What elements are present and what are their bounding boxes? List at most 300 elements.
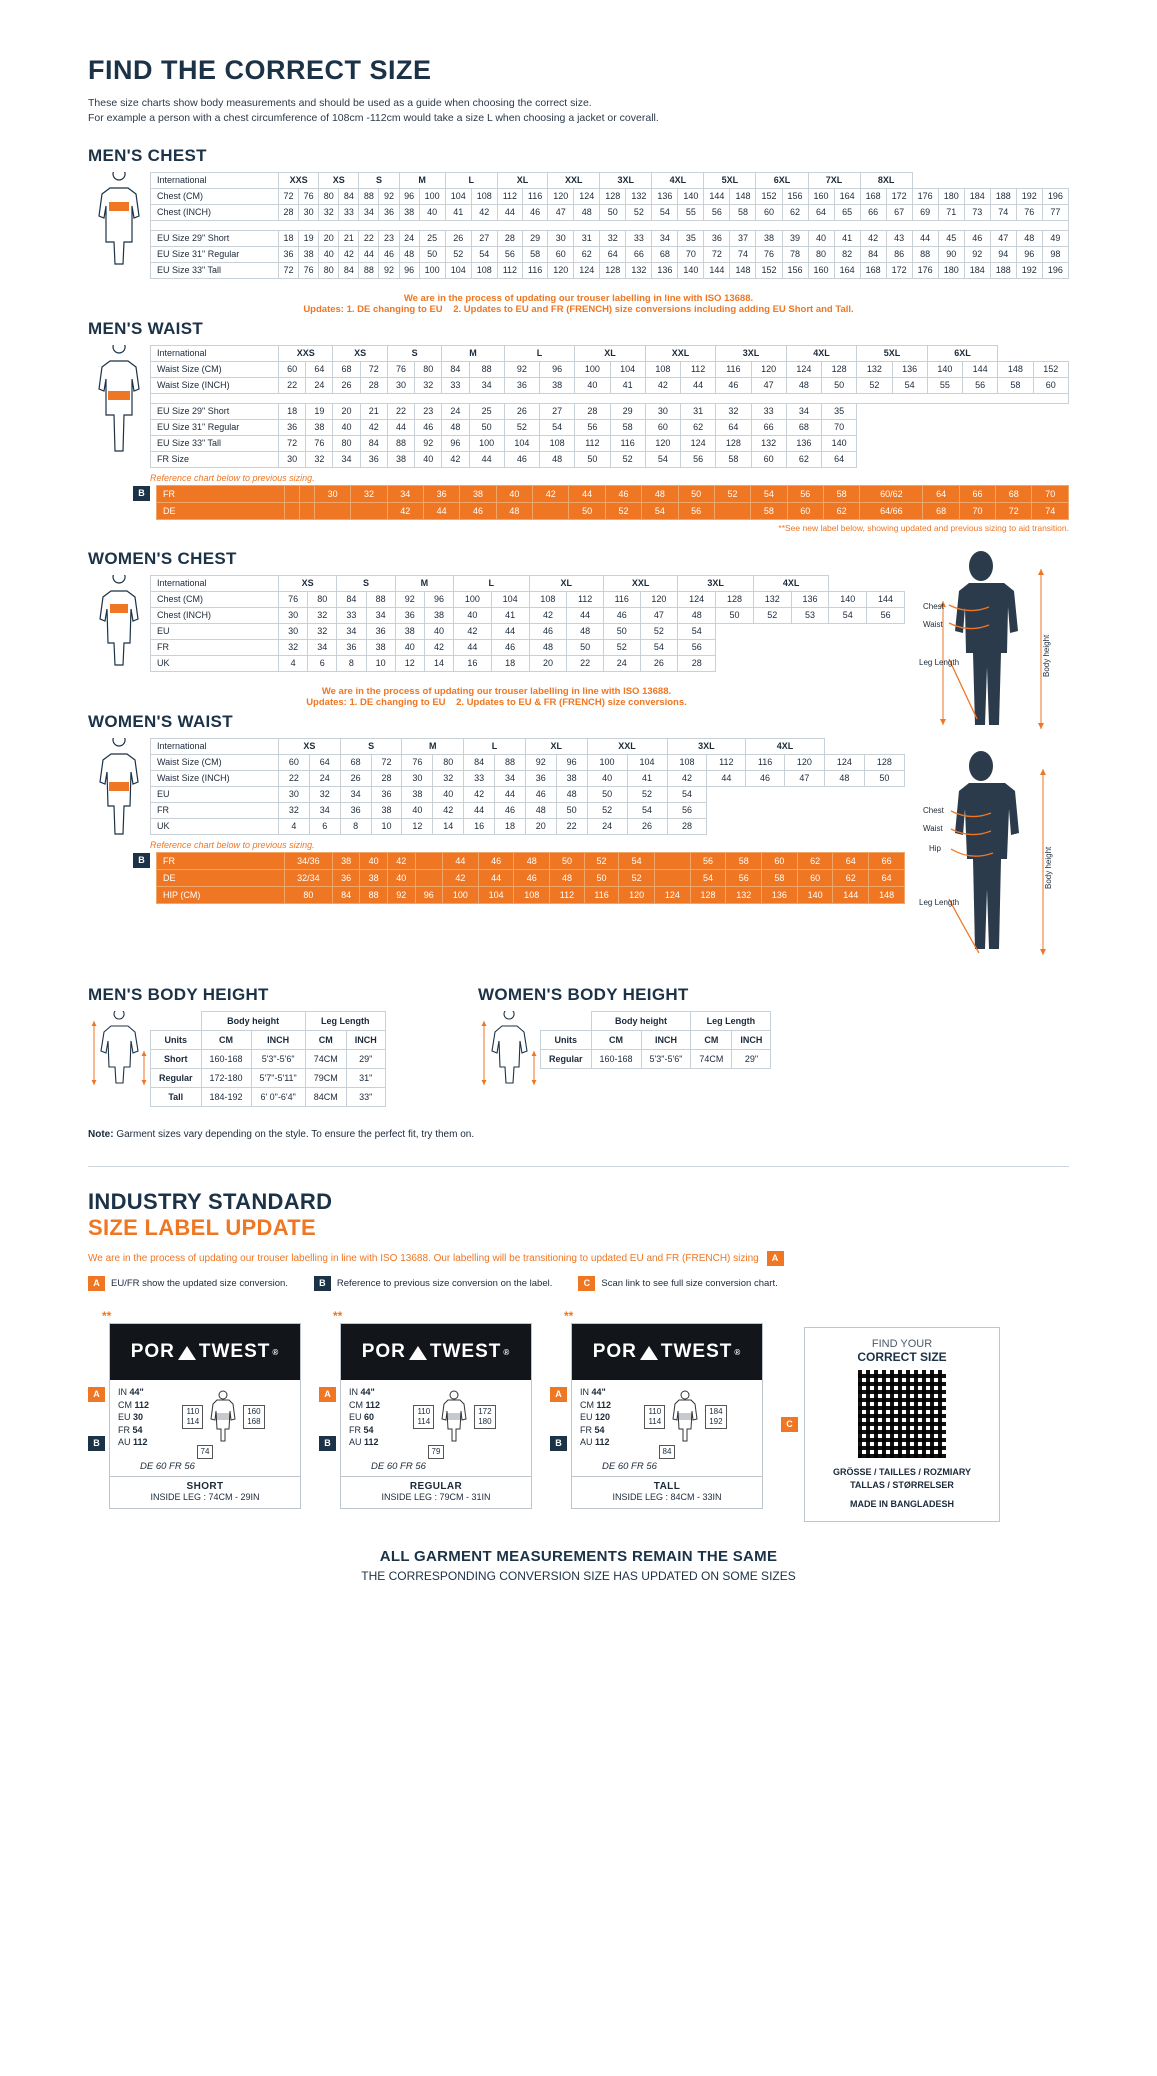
measure-row <box>580 1424 611 1437</box>
table-cell: 66 <box>860 205 886 221</box>
qr-foot-1: GRÖSSE / TAILLES / ROZMIARY <box>832 1467 971 1477</box>
measure-value: 54 <box>594 1424 605 1435</box>
table-cell: 96 <box>540 362 575 378</box>
womens-waist-title: WOMEN'S WAIST <box>88 712 233 731</box>
label-footer <box>341 1476 531 1508</box>
table-cell: 54 <box>678 624 716 640</box>
table-cell: 52 <box>504 420 539 436</box>
table-cell: 38 <box>360 870 388 887</box>
row-label: FR <box>157 486 285 503</box>
label-figure <box>617 1386 754 1449</box>
table-cell: 60 <box>645 420 680 436</box>
height-range-box: 160 168 <box>243 1405 264 1429</box>
table-cell: 46 <box>495 803 526 819</box>
female-height-icon <box>478 1011 540 1094</box>
label-brand-bar <box>110 1324 300 1380</box>
table-cell: 76 <box>306 436 333 452</box>
table-cell <box>299 486 314 503</box>
column-header: L <box>454 576 530 592</box>
table-cell: 54 <box>751 486 787 503</box>
measure-value: 44" <box>591 1387 606 1397</box>
table-cell: 44 <box>469 452 504 468</box>
table-header-row <box>151 173 1069 189</box>
column-header: 3XL <box>678 576 754 592</box>
table-cell: 46 <box>415 420 442 436</box>
row-label: Tall <box>151 1088 202 1107</box>
table-cell: 36 <box>366 624 395 640</box>
table-cell <box>655 870 691 887</box>
table-cell: 40 <box>360 853 388 870</box>
table-cell: 96 <box>415 887 443 904</box>
table-cell: 80 <box>319 189 339 205</box>
table-cell: 42 <box>387 503 423 520</box>
table-cell: 108 <box>514 887 550 904</box>
table-cell: 38 <box>540 378 575 394</box>
table-cell: 28 <box>279 205 299 221</box>
table-cell: 104 <box>445 263 471 279</box>
table-cell: 54 <box>652 205 678 221</box>
table-cell: 144 <box>867 592 905 608</box>
table-cell: 46 <box>529 624 567 640</box>
table-cell: 124 <box>574 189 600 205</box>
table-cell: 124 <box>681 436 716 452</box>
table-cell: 60 <box>751 452 786 468</box>
table-cell: 23 <box>379 231 399 247</box>
table-cell: 78 <box>782 247 808 263</box>
table-cell: 32 <box>279 803 310 819</box>
table-cell: 5'3"-5'6" <box>641 1050 691 1069</box>
table-cell: 10 <box>366 656 395 672</box>
group-header <box>541 1012 592 1031</box>
table-cell: 44 <box>443 853 479 870</box>
label-card-box <box>571 1323 763 1509</box>
figure-icon <box>206 1389 240 1445</box>
table-cell <box>533 503 569 520</box>
table-cell <box>299 503 314 520</box>
table-cell: 72 <box>279 436 306 452</box>
table-cell: 26 <box>627 819 667 835</box>
table-cell: 116 <box>746 755 785 771</box>
fit-note-label: Note: <box>88 1129 114 1140</box>
measure-value: 112 <box>133 1437 148 1447</box>
table-cell: 100 <box>469 436 504 452</box>
table-cell: 12 <box>402 819 433 835</box>
table-cell: 58 <box>762 870 798 887</box>
legend-tag: A <box>88 1276 105 1291</box>
table-cell: 48 <box>399 247 419 263</box>
table-cell: 172 <box>886 263 912 279</box>
table-cell: 58 <box>823 486 859 503</box>
table-cell: 36 <box>504 378 539 394</box>
table-cell: 180 <box>938 189 964 205</box>
table-cell: 8 <box>337 656 366 672</box>
table-cell: 50 <box>550 853 585 870</box>
male-torso-icon <box>88 172 150 275</box>
mountain-icon <box>409 1346 427 1360</box>
table-cell: 12 <box>395 656 424 672</box>
table-cell: 112 <box>497 263 522 279</box>
table-cell: 37 <box>730 231 756 247</box>
table-cell: 44 <box>567 608 604 624</box>
svg-text:Body height: Body height <box>1042 634 1051 677</box>
table-row <box>541 1050 771 1069</box>
table-cell: 160-168 <box>591 1050 641 1069</box>
table-cell: 50 <box>569 503 605 520</box>
table-cell: 32 <box>415 378 442 394</box>
table-cell: 50 <box>575 452 610 468</box>
table-cell: 144 <box>704 189 730 205</box>
measure-list <box>349 1386 380 1449</box>
group-header: Leg Length <box>691 1012 771 1031</box>
table-cell: 73 <box>964 205 990 221</box>
table-cell: 38 <box>460 486 496 503</box>
measure-row <box>580 1436 611 1449</box>
row-label: Regular <box>541 1050 592 1069</box>
mens-waist-b-tag: B <box>133 486 150 501</box>
womens-chest-block <box>88 575 905 676</box>
table-row <box>151 803 905 819</box>
table-cell: 54 <box>642 503 678 520</box>
row-label: Chest (INCH) <box>151 205 279 221</box>
table-cell: 160 <box>808 189 834 205</box>
table-cell: 196 <box>1042 263 1068 279</box>
table-cell: 30 <box>402 771 433 787</box>
table-cell: 52 <box>610 452 645 468</box>
industry-title-2: SIZE LABEL UPDATE <box>88 1215 316 1240</box>
table-cell: 74CM <box>305 1050 346 1069</box>
table-cell: 128 <box>716 592 754 608</box>
table-cell: 70 <box>959 503 995 520</box>
table-cell: 79CM <box>305 1069 346 1088</box>
industry-update-line <box>88 1251 1069 1266</box>
measure-value: 112 <box>595 1437 610 1447</box>
table-cell: 34 <box>495 771 526 787</box>
table-cell: 184 <box>964 189 990 205</box>
table-cell: 31 <box>681 404 716 420</box>
column-header: INCH <box>732 1031 771 1050</box>
table-cell: 136 <box>652 189 678 205</box>
table-cell: 54 <box>829 608 867 624</box>
label-stars: ** <box>333 1309 343 1323</box>
table-cell: 48 <box>529 640 567 656</box>
legend-row <box>88 1276 1069 1291</box>
table-cell: 58 <box>610 420 645 436</box>
table-cell: 50 <box>419 247 445 263</box>
womens-waist-update-1: 1. DE changing to EU <box>349 697 446 708</box>
table-cell: 152 <box>756 263 782 279</box>
table-cell: 64 <box>600 247 626 263</box>
table-cell: 38 <box>387 452 414 468</box>
table-cell: 96 <box>424 592 453 608</box>
table-cell: 50 <box>600 205 626 221</box>
table-spacer-row <box>151 394 1069 404</box>
womens-waist-block <box>88 738 905 852</box>
table-cell: 30 <box>299 205 319 221</box>
table-cell: 104 <box>478 887 514 904</box>
qr-code-icon[interactable] <box>858 1370 946 1458</box>
table-cell: 120 <box>619 887 655 904</box>
womens-chest-title: WOMEN'S CHEST <box>88 549 237 568</box>
table-cell: 172-180 <box>201 1069 251 1088</box>
measure-row <box>118 1386 149 1399</box>
size-label-example <box>319 1309 532 1509</box>
table-cell: 42 <box>645 378 680 394</box>
table-cell: 148 <box>998 362 1033 378</box>
table-cell: 31 <box>574 231 600 247</box>
table-cell: 56 <box>704 205 730 221</box>
fit-name: SHORT <box>186 1480 224 1492</box>
table-cell: 92 <box>379 263 399 279</box>
table-cell: 58 <box>998 378 1033 394</box>
table-cell <box>415 870 443 887</box>
table-cell: 80 <box>433 755 464 771</box>
table-cell <box>314 503 350 520</box>
legend-text: Reference to previous size conversion on the label. <box>336 1278 553 1289</box>
table-cell: 52 <box>627 787 667 803</box>
table-cell: 80 <box>415 362 442 378</box>
table-cell: 72 <box>279 263 299 279</box>
qr-card[interactable] <box>804 1327 1000 1522</box>
table-cell: 140 <box>797 887 833 904</box>
table-cell: 56 <box>690 853 726 870</box>
previous-size-row <box>157 887 905 904</box>
fit-name: REGULAR <box>409 1480 463 1492</box>
table-cell: 42 <box>860 231 886 247</box>
table-cell: 26 <box>504 404 539 420</box>
table-cell: 42 <box>454 624 492 640</box>
measure-value: 44" <box>129 1387 144 1397</box>
inside-leg-text: INSIDE LEG : 84CM - 33IN <box>612 1491 722 1502</box>
table-cell: 48 <box>574 205 600 221</box>
table-cell: 140 <box>678 263 704 279</box>
table-cell: 64 <box>309 755 340 771</box>
table-cell: 120 <box>548 189 574 205</box>
table-row <box>151 263 1069 279</box>
mens-chest-table <box>150 172 1069 279</box>
table-cell: 136 <box>791 592 829 608</box>
table-cell: 80 <box>808 247 834 263</box>
table-cell: 69 <box>912 205 938 221</box>
womens-waist-table <box>150 738 905 835</box>
table-cell: 40 <box>319 247 339 263</box>
table-cell: 92 <box>415 436 442 452</box>
measure-key: EU <box>580 1412 593 1422</box>
table-cell: 92 <box>525 755 556 771</box>
measure-row <box>349 1386 380 1399</box>
column-header: 3XL <box>716 346 787 362</box>
table-cell: 71 <box>938 205 964 221</box>
table-cell: 46 <box>746 771 785 787</box>
table-cell: 104 <box>445 189 471 205</box>
table-cell: 62 <box>681 420 716 436</box>
measure-row <box>349 1411 380 1424</box>
table-cell: 47 <box>751 378 786 394</box>
table-cell: 188 <box>990 189 1016 205</box>
table-cell <box>285 486 300 503</box>
table-cell: 48 <box>1016 231 1042 247</box>
table-cell: 40 <box>395 640 424 656</box>
table-cell: 6' 0"-6'4" <box>251 1088 305 1107</box>
table-cell: 84 <box>332 887 360 904</box>
measure-row <box>118 1436 149 1449</box>
table-cell: 156 <box>782 263 808 279</box>
table-cell: 60 <box>279 755 310 771</box>
table-cell: 70 <box>678 247 704 263</box>
table-group-header-row <box>151 1012 386 1031</box>
table-cell: 58 <box>716 452 751 468</box>
table-cell: 40 <box>333 420 360 436</box>
table-cell: 184 <box>964 263 990 279</box>
table-cell: 128 <box>822 362 857 378</box>
table-cell: 45 <box>938 231 964 247</box>
label-measurements <box>110 1380 300 1451</box>
column-header: 3XL <box>667 739 746 755</box>
industry-title-1: INDUSTRY STANDARD <box>88 1189 333 1214</box>
table-cell: 30 <box>645 404 680 420</box>
table-cell: 48 <box>642 486 678 503</box>
table-cell: 60 <box>1033 378 1068 394</box>
table-cell: 52 <box>584 853 619 870</box>
table-row <box>151 452 1069 468</box>
column-header: XS <box>333 346 387 362</box>
table-cell: 128 <box>864 755 904 771</box>
table-cell: 44 <box>497 205 522 221</box>
column-header: L <box>504 346 575 362</box>
measure-value: 112 <box>596 1399 612 1410</box>
table-cell: 108 <box>540 436 575 452</box>
leg-length-box: 84 <box>659 1445 676 1459</box>
table-cell: 108 <box>645 362 680 378</box>
female-body-diagram <box>919 749 1069 969</box>
table-cell: 100 <box>587 755 627 771</box>
row-label: EU Size 31" Regular <box>151 420 279 436</box>
column-header: Units <box>151 1031 202 1050</box>
table-cell: 24 <box>603 656 640 672</box>
table-cell: 66 <box>626 247 652 263</box>
table-cell: 30 <box>279 624 308 640</box>
figure-icon <box>668 1389 702 1445</box>
table-cell: 6 <box>309 819 340 835</box>
table-cell: 66 <box>869 853 905 870</box>
table-cell: 56 <box>575 420 610 436</box>
table-cell: 128 <box>600 189 626 205</box>
table-cell: 96 <box>1016 247 1042 263</box>
table-cell: 54 <box>540 420 575 436</box>
table-cell: 42 <box>339 247 359 263</box>
table-cell: 5'3"-5'6" <box>251 1050 305 1069</box>
table-cell: 88 <box>912 247 938 263</box>
table-cell: 46 <box>603 608 640 624</box>
row-label: Chest (CM) <box>151 592 279 608</box>
industry-update-a-tag: A <box>767 1251 784 1266</box>
mens-body-height-table <box>150 1011 386 1107</box>
row-label: Chest (CM) <box>151 189 279 205</box>
table-cell: 140 <box>927 362 962 378</box>
table-cell: 124 <box>655 887 691 904</box>
qr-foot-3: MADE IN BANGLADESH <box>849 1499 954 1509</box>
column-header: XXS <box>279 173 319 189</box>
table-cell: 140 <box>829 592 867 608</box>
table-cell: 56 <box>726 870 762 887</box>
intro-line-1: These size charts show body measurements and should be used as a guide when choosing the correct size. <box>88 97 592 109</box>
table-cell: 38 <box>756 231 782 247</box>
table-row <box>151 378 1069 394</box>
table-cell: 60 <box>762 853 798 870</box>
table-cell: 168 <box>860 263 886 279</box>
mens-waist-title: MEN'S WAIST <box>88 319 204 338</box>
row-label: UK <box>151 819 279 835</box>
table-cell: 64 <box>306 362 333 378</box>
table-cell: 41 <box>491 608 529 624</box>
table-cell: 50 <box>584 870 619 887</box>
label-a-tag: A <box>319 1387 336 1402</box>
measure-list <box>118 1386 149 1449</box>
legend-item <box>314 1276 552 1291</box>
table-cell: 58 <box>751 503 787 520</box>
table-cell: 148 <box>730 189 756 205</box>
label-a-tag: A <box>88 1387 105 1402</box>
column-header: 8XL <box>860 173 912 189</box>
measure-key: EU <box>349 1412 362 1422</box>
table-cell: 64 <box>869 870 905 887</box>
table-cell: 22 <box>567 656 604 672</box>
table-cell: 32 <box>351 486 387 503</box>
table-cell: 104 <box>504 436 539 452</box>
qr-foot-2: TALLAS / STØRRELSER <box>850 1480 954 1490</box>
mens-chest-title: MEN'S CHEST <box>88 146 207 165</box>
svg-text:Chest: Chest <box>923 602 944 611</box>
table-cell: 56 <box>497 247 522 263</box>
measure-key: AU <box>580 1437 593 1447</box>
table-cell: 40 <box>496 486 532 503</box>
measure-key: IN <box>349 1387 358 1397</box>
table-cell: 24 <box>587 819 627 835</box>
table-cell: 44 <box>912 231 938 247</box>
table-cell: 76 <box>299 189 319 205</box>
table-cell: 36 <box>332 870 360 887</box>
table-cell: 50 <box>864 771 904 787</box>
table-cell: 35 <box>822 404 857 420</box>
table-cell: 46 <box>460 503 496 520</box>
table-cell: 98 <box>1042 247 1068 263</box>
table-cell: 72 <box>360 362 387 378</box>
table-cell: 42 <box>442 452 469 468</box>
table-cell: 41 <box>627 771 667 787</box>
measure-row <box>118 1399 149 1412</box>
table-cell: 32 <box>279 640 308 656</box>
table-cell <box>285 503 300 520</box>
table-cell: 46 <box>478 853 514 870</box>
table-cell: 192 <box>1016 263 1042 279</box>
womens-waist-update-note <box>88 686 905 708</box>
table-cell: 50 <box>678 486 714 503</box>
mens-waist-previous-table <box>156 485 1069 520</box>
table-cell: 77 <box>1042 205 1068 221</box>
table-cell: 44 <box>495 787 526 803</box>
table-cell: 112 <box>707 755 746 771</box>
measure-row <box>349 1399 380 1412</box>
table-cell: 168 <box>860 189 886 205</box>
table-cell: 160-168 <box>201 1050 251 1069</box>
table-cell: 47 <box>640 608 678 624</box>
previous-size-row <box>157 486 1069 503</box>
column-header: XS <box>319 173 359 189</box>
table-cell: 76 <box>402 755 433 771</box>
table-cell: 68 <box>923 503 959 520</box>
table-cell: 50 <box>587 787 627 803</box>
table-cell: 6 <box>308 656 337 672</box>
table-header-row <box>151 576 905 592</box>
